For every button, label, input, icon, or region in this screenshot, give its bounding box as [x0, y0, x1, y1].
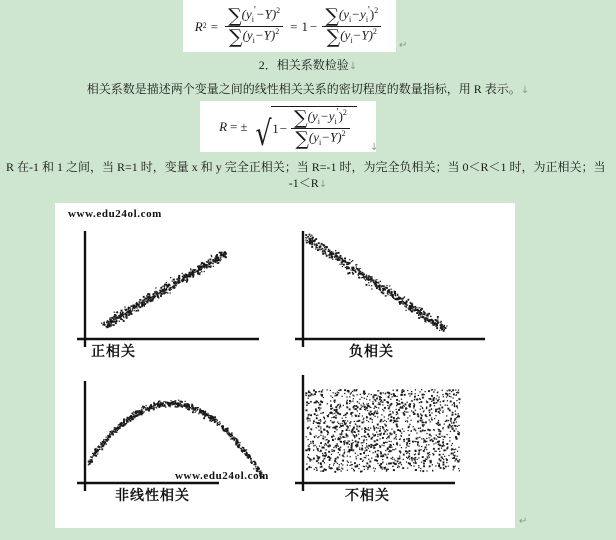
numerator-subscript-2: i	[334, 117, 337, 127]
formula-minus: −	[310, 18, 318, 34]
correlation-figure-panel	[55, 203, 515, 528]
radical-group	[250, 106, 357, 155]
formula-lhs: R	[194, 18, 203, 34]
intro-paragraph	[0, 82, 616, 98]
numerator-subscript-2: i	[365, 15, 369, 25]
numerator-tail: )	[338, 108, 343, 124]
scatter-points	[101, 251, 227, 328]
watermark-top: www.edu24ol.com	[68, 208, 162, 220]
plot-no-correlation	[287, 373, 503, 525]
numerator-body: (y	[338, 6, 350, 22]
formula-fraction-1	[225, 5, 283, 48]
fraction-1-numerator	[225, 7, 283, 26]
sum-symbol: ∑	[228, 25, 243, 48]
denominator-subscript: i	[319, 137, 322, 147]
numerator-prime: '	[368, 5, 370, 17]
formula-r-squared-box	[183, 0, 396, 52]
plot-label-negative: 负相关	[349, 343, 394, 359]
numerator-prime: '	[336, 107, 339, 119]
plot-label-none: 不相关	[345, 487, 390, 503]
denominator-body: (y	[308, 129, 320, 145]
formula-plus-minus: ±	[240, 119, 248, 134]
watermark-middle: www.edu24ol.com	[175, 470, 269, 482]
numerator-mid: −y	[319, 108, 335, 124]
range-paragraph-line-2	[6, 176, 610, 192]
fraction-denominator	[292, 127, 348, 150]
range-paragraph-line-1: R 在-1 和 1 之间，当 R=1 时，变量 x 和 y 完全正相关；当 R=-1 时，为完全负相关；当 0＜R＜1 时，为正相关；当	[6, 160, 606, 174]
numerator-body: (y	[307, 108, 318, 124]
numerator-subscript: i	[251, 15, 254, 25]
denominator-tail: −Y)	[321, 129, 342, 145]
sum-symbol: ∑	[325, 5, 339, 28]
intro-paragraph-text: 相关系数是描述两个变量之间的线性相关关系的密切程度的数量指标，用 R 表示。	[86, 82, 521, 96]
denominator-subscript: i	[252, 35, 255, 45]
paragraph-mark: ↓	[318, 178, 328, 190]
sum-symbol: ∑	[228, 5, 242, 28]
plot-positive-correlation	[69, 229, 285, 381]
radicand-fraction	[291, 107, 350, 150]
sum-symbol: ∑	[295, 127, 309, 150]
down-mark: ↓	[370, 142, 379, 153]
plot-nonlinear-correlation	[69, 373, 285, 525]
plot-label-positive: 正相关	[91, 343, 136, 359]
formula-equals: =	[230, 119, 238, 134]
denominator-tail: −Y)	[254, 27, 276, 43]
plot-label-nonlinear: 非线性相关	[115, 487, 190, 503]
formula-r-squared: R 2 = $\frac{\sum(y_i'-Y)^2}{\sum(y_i-Y)^2}$ = 1 − $\frac{\sum(y_i-y_i')^2}{\sum(y_i-Y)^2}$	[195, 7, 384, 44]
numerator-subscript: i	[317, 117, 320, 127]
formula-r-coefficient	[219, 106, 357, 155]
formula-lhs: R	[219, 119, 228, 134]
formula-equals-2: =	[290, 18, 298, 34]
plot-axes	[295, 231, 485, 347]
fraction-numerator	[291, 109, 350, 128]
formula-fraction-2	[322, 5, 381, 48]
numerator-prime: '	[254, 5, 256, 17]
numerator-exponent: 2	[276, 6, 281, 16]
plot-axes	[295, 375, 455, 491]
numerator-mid: −y	[351, 6, 366, 22]
range-paragraph	[6, 160, 610, 191]
radicand-minus: −	[279, 120, 288, 136]
scatter-points	[305, 234, 447, 332]
section-heading-text: 2．相关系数检验	[258, 58, 349, 72]
numerator-exponent: 2	[374, 6, 379, 16]
plot-none-svg	[287, 373, 503, 505]
denominator-exponent: 2	[275, 26, 280, 36]
numerator-body: (y	[241, 6, 252, 22]
numerator-tail: )	[369, 6, 375, 22]
denominator-body: (y	[242, 27, 253, 43]
sum-symbol: ∑	[294, 107, 308, 130]
sum-symbol: ∑	[326, 25, 341, 48]
denominator-body: (y	[340, 27, 351, 43]
radicand	[271, 106, 357, 150]
scatter-points	[305, 389, 460, 473]
formula-one: 1	[301, 18, 308, 34]
range-paragraph-line-2-text: -1＜R	[288, 175, 319, 190]
denominator-subscript: i	[350, 35, 353, 45]
radicand-one: 1	[272, 120, 279, 136]
fraction-2-denominator	[324, 25, 380, 48]
plot-axes	[77, 231, 259, 347]
fraction-2-numerator	[322, 7, 381, 26]
paragraph-mark: ↓	[348, 61, 358, 72]
fraction-1-denominator	[226, 25, 282, 48]
formula-r-box	[200, 101, 379, 155]
paragraph-mark: ↵	[519, 516, 528, 527]
numerator-subscript: i	[349, 15, 352, 25]
denominator-exponent: 2	[372, 26, 377, 36]
scatter-points	[88, 400, 263, 478]
plot-negative-svg	[287, 229, 503, 361]
numerator-tail: −Y)	[255, 6, 277, 22]
section-heading	[0, 58, 616, 74]
formula-equals: =	[210, 18, 219, 34]
paragraph-mark: ↵	[399, 40, 408, 51]
plot-negative-correlation	[287, 229, 503, 381]
denominator-tail: −Y)	[352, 27, 373, 43]
denominator-exponent: 2	[341, 128, 346, 138]
numerator-exponent: 2	[342, 108, 347, 118]
paragraph-mark: ↓	[520, 85, 530, 96]
radical-sign: √	[254, 114, 272, 155]
